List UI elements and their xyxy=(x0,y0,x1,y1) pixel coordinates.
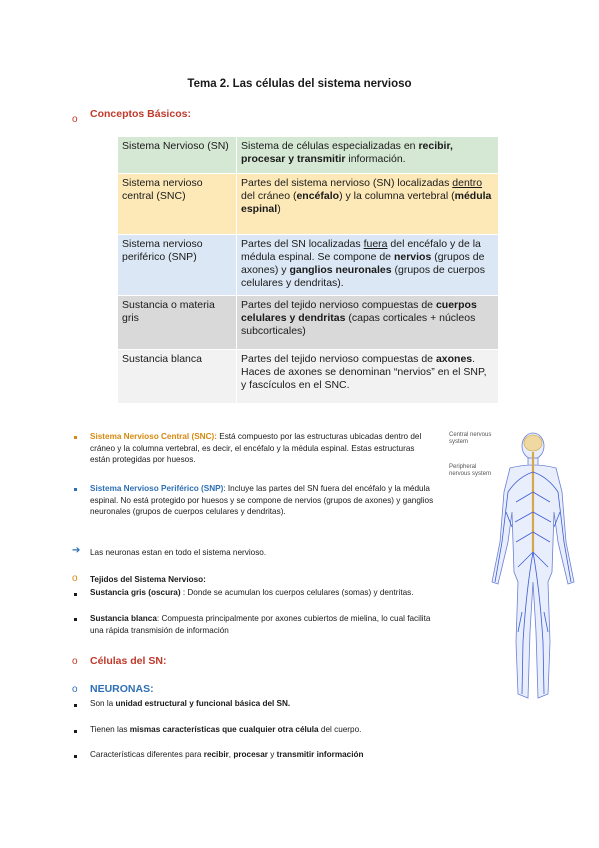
concepts-bullet: o xyxy=(72,114,78,125)
cells-bullet: o xyxy=(72,656,78,667)
definition-cell: Partes del tejido nervioso compuestas de axones. Haces de axones se denominan “nervios” en el SNP, y fascículos en el SNC. xyxy=(237,350,499,404)
definition-cell: Partes del SN localizadas fuera del encéfalo y de la médula espinal. Se compone de nervios (grupos de axones) y ganglios neuronales (grupos de cuerpos celulares y dendritas). xyxy=(237,235,499,296)
square-bullet-icon xyxy=(74,488,77,491)
neuronas-bullet: o xyxy=(72,684,78,695)
cells-heading: Células del SN: xyxy=(90,655,167,667)
term-cell: Sustancia o materia gris xyxy=(118,296,237,350)
table-row xyxy=(118,235,498,296)
neuronas-bullet-3: Características diferentes para recibir, procesar y transmitir información xyxy=(90,750,364,759)
term-cell: Sistema Nervioso (SN) xyxy=(118,137,237,174)
gris-paragraph: Sustancia gris (oscura) : Donde se acumulan los cuerpos celulares (somas) y dentritas. xyxy=(90,588,414,597)
snc-paragraph: Sistema Nervioso Central (SNC): Está compuesto por las estructuras ubicadas dentro del cráneo y la columna vertebral, es decir, el encéfalo y la médula espinal. Estas estructuras están protegidas por huesos. xyxy=(90,432,422,464)
square-bullet-icon xyxy=(74,436,77,439)
neuronas-bullet-2: Tienen las mismas características que cualquier otra célula del cuerpo. xyxy=(90,725,362,734)
term-cell: Sistema nervioso central (SNC) xyxy=(118,174,237,235)
term-cell: Sistema nervioso periférico (SNP) xyxy=(118,235,237,296)
table-row xyxy=(118,137,498,174)
square-bullet-icon xyxy=(74,755,77,758)
figure-label-cns: Central nervous system xyxy=(449,432,492,445)
arrow-right-icon: ➔ xyxy=(72,545,81,556)
concepts-heading: Conceptos Básicos: xyxy=(90,108,191,120)
page-title: Tema 2. Las células del sistema nervioso xyxy=(187,78,412,90)
nervous-system-figure xyxy=(478,432,588,707)
square-bullet-icon xyxy=(74,704,77,707)
table-row xyxy=(118,174,498,235)
figure-label-pns: Peripheral nervous system xyxy=(449,464,492,477)
concepts-table xyxy=(118,137,498,404)
blanca-paragraph: Sustancia blanca: Compuesta principalmente por axones cubiertos de mielina, lo cual facilita una rápida transmisión de información xyxy=(90,614,431,635)
square-bullet-icon xyxy=(74,618,77,621)
square-bullet-icon xyxy=(74,730,77,733)
definition-cell: Sistema de células especializadas en recibir, procesar y transmitir información. xyxy=(237,137,499,174)
square-bullet-icon xyxy=(74,593,77,596)
snp-paragraph: Sistema Nervioso Periférico (SNP): Incluye las partes del SN fuera del encéfalo y la médula espinal. No está protegido por huesos y se compone de nervios (grupos de axones) y ganglios neuronales (grupos de cuerpos celulares y dendritas). xyxy=(90,484,434,516)
table-row xyxy=(118,350,498,404)
arrow-note: Las neuronas estan en todo el sistema nervioso. xyxy=(90,548,267,557)
term-cell: Sustancia blanca xyxy=(118,350,237,404)
neuronas-heading: NEURONAS: xyxy=(90,683,154,695)
tejidos-heading: Tejidos del Sistema Nervioso: xyxy=(90,575,206,584)
definition-cell: Partes del tejido nervioso compuestas de cuerpos celulares y dendritas (capas corticales + núcleos subcorticales) xyxy=(237,296,499,350)
definition-cell: Partes del sistema nervioso (SN) localizadas dentro del cráneo (encéfalo) y la columna vertebral (médula espinal) xyxy=(237,174,499,235)
tejidos-bullet: o xyxy=(72,573,78,584)
neuronas-bullet-1: Son la unidad estructural y funcional básica del SN. xyxy=(90,699,291,708)
table-row xyxy=(118,296,498,350)
